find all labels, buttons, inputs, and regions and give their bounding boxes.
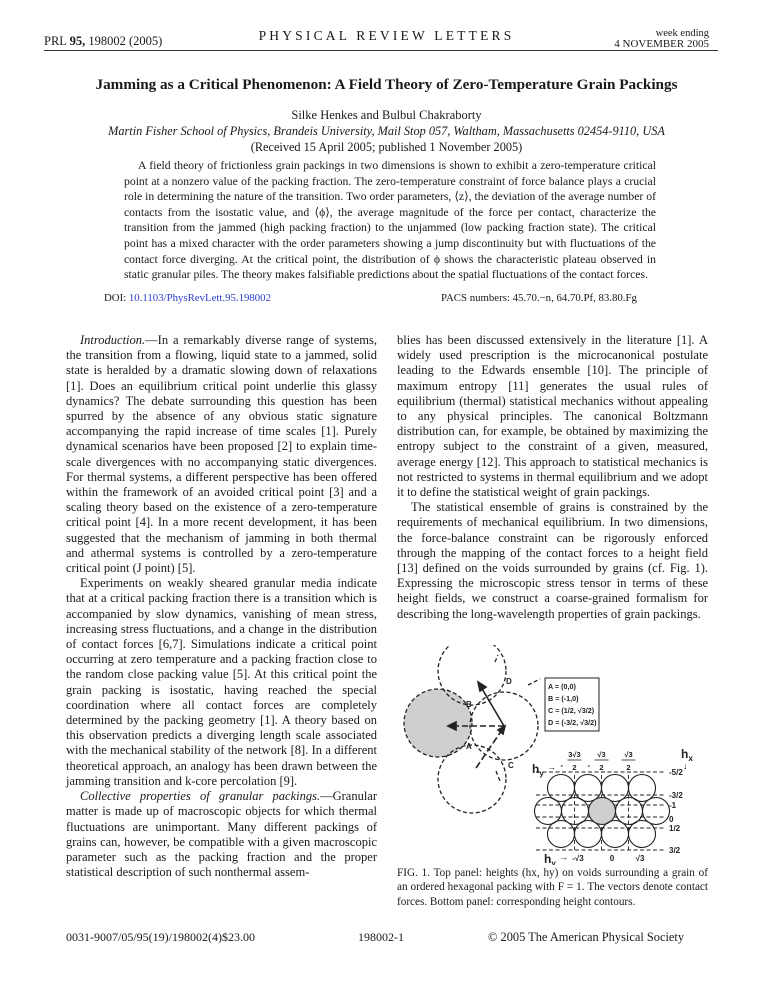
top-panel	[404, 645, 540, 813]
lower-grain	[438, 745, 506, 813]
figure-1	[400, 645, 720, 865]
legend-entry: D = (-3/2, √3/2)	[548, 718, 597, 727]
page-id: 198002-1	[358, 930, 404, 944]
left-column	[66, 333, 377, 880]
void-label-d: D	[506, 677, 512, 686]
intro-heading: Introduction.	[80, 333, 146, 347]
hy-tick-sign: -	[587, 761, 591, 770]
collective-paragraph	[66, 789, 377, 880]
hy-tick-numerator: √3	[624, 750, 633, 759]
article-title: Jamming as a Critical Phenomenon: A Field Theory of Zero-Temperature Grain Packings	[95, 76, 678, 93]
hy-label-top: $h_y$	[532, 762, 544, 778]
hx-tick-label: 1/2	[669, 824, 681, 833]
right-column	[397, 333, 708, 622]
collective-heading: Collective properties of granular packings.	[80, 789, 321, 804]
hx-tick-label: -5/2	[669, 768, 683, 777]
upper-grain	[438, 645, 506, 705]
hy-tick-denominator: 2	[572, 763, 577, 772]
figure-caption: FIG. 1. Top panel: heights (hx, hy) on voids surrounding a grain of an ordered hexagonal packing with F = 1. The vectors denote contact forces. Bottom panel: corresponding height contours.	[397, 867, 708, 908]
hx-label: $h_x$	[681, 747, 693, 763]
hy-tick-numerator: √3	[597, 750, 606, 759]
lattice-grain	[602, 821, 629, 848]
hx-tick-label: -3/2	[669, 791, 683, 800]
void-label-b: B	[466, 700, 472, 709]
legend-entry: B = (-1,0)	[548, 694, 579, 703]
legend-entry: A = (0,0)	[548, 682, 576, 691]
issn-price: 0031-9007/05/95(19)/198002(4)$23.00	[66, 930, 255, 944]
hy-tick-bottom: -√3	[572, 854, 584, 863]
hy-tick-denominator: 2	[626, 763, 631, 772]
week-ending-date: 4 NOVEMBER 2005	[614, 38, 709, 50]
arrow-down-icon: ↓	[683, 761, 688, 771]
intro-paragraph	[66, 333, 377, 576]
hx-tick-label: 0	[669, 815, 674, 824]
hy-tick-bottom: √3	[635, 854, 645, 863]
collective-text-part2: blies has been discussed extensively in the literature [1]. A widely used prescription is the microcanonical postulate leading to the Edwards ensemble [10]. The principle of maximum entropy [11] generates the usual rules of equilibrium (thermal) statistical mechanics without appealing to any physical principles. The canonical Boltzmann distribution can, for example, be obtained by maximizing the entropy subject to the constraint of a given, measured, average energy [12]. This approach to statistical mechanics is not restricted to systems in thermal equilibrium and we adopt it to define the statistical weight of grain packings.	[397, 333, 708, 500]
lattice-grain	[575, 821, 602, 848]
collective-text-part1: —Granular matter is made up of macroscopic objects for which thermal fluctuations are unimportant. Many different packings of grains can, however, be compatible with a given macroscopic parameter such as the packing fraction and the proper statistical description of such nonthermal assem-	[66, 789, 377, 880]
lattice-grain	[548, 821, 575, 848]
lattice-grain	[643, 798, 670, 825]
hx-tick-label: -1	[669, 801, 677, 810]
force-vector-up	[481, 687, 504, 726]
copyright: © 2005 The American Physical Society	[488, 930, 685, 944]
hy-tick-sign: -	[560, 761, 564, 770]
week-ending-label: week ending	[655, 28, 709, 39]
arrow-right-icon: →	[547, 762, 556, 772]
hx-tick-label: 3/2	[669, 846, 681, 855]
arrowhead-icon	[478, 682, 486, 691]
received-date: (Received 15 April 2005; published 1 November 2005)	[250, 140, 523, 154]
header-rule	[44, 50, 718, 51]
doi-link[interactable]: 10.1103/PhysRevLett.95.198002	[128, 292, 271, 304]
legend-entry: C = (1/2, √3/2)	[548, 706, 595, 715]
journal-abbrev: PRL	[44, 34, 67, 48]
void-label-c: C	[508, 761, 514, 770]
journal-name: PHYSICAL REVIEW LETTERS	[258, 28, 515, 43]
affiliation: Martin Fisher School of Physics, Brandeis University, Mail Stop 057, Waltham, Massachusetts 02454-9110, USA	[108, 124, 665, 138]
intro-text: —In a remarkably diverse range of systems, the transition from a flowing, liquid state to a jammed, solid state is heralded by a dramatic slowing down of relaxations [1]. Does an equilibrium critical point underlie this glassy dynamics? The debate surrounding this question has been spurred by the absence of any obvious static signature accompanying the rapid increase of time scales [1]. Purely dynamical scenarios have been proposed [2] to explain time-scale divergences with no accompanying static divergences. For thermal systems, a different perspective has been offered within the framework of an avoided critical point [3] and a scaling theory based on the existence of a zero-temperature critical point [4]. In a more recent development, it has been suggested that the mechanism of jamming in both thermal and athermal systems is controlled by a zero-temperature critical point (J point) [5].	[66, 333, 377, 576]
abstract: A field theory of frictionless grain packings in two dimensions is shown to exhibit a zero-temperature critical point at a nonzero value of the packing fraction. The zero-temperature constraint of force balance plays a crucial role in determining the nature of the transition. Two order parameters, ⟨z⟩, the deviation of the average number of contacts from the isostatic value, and ⟨ϕ⟩, the average magnitude of the force per contact, characterize the transition from the jammed (high packing fraction) to the unjammed (low packing fraction state). The critical point has a mixed character with the order parameters showing a jump discontinuity but with fluctuations of the contact force diverging. At the critical point, the distribution of ϕ shows the characteristic plateau observed in static granular piles. The theory makes falsifiable predictions about the spatial fluctuations of the contact forces.	[124, 159, 656, 282]
experiments-paragraph: Experiments on weakly sheared granular media indicate that at a critical packing fraction there is a transition which is accompanied by slow dynamics, vanishing of mean stress, increasing stress fluctuations, and a change in the distribution of contact forces [6,7]. Simulations indicate a critical point occurring at zero temperature and a packing fraction close to the random close packing value [5]. At this critical point the grain packing is isostatic, having reached the special coordination where all contact forces are completely determined by the packing geometry [1]. A theory based on this observation predicts a diverging length scale associated with the mechanical stability of the network [8]. In a different theoretical approach, an analogy has been drawn between the jamming transition and k-core percolation [9].	[66, 576, 377, 788]
figure-1-diagram	[400, 645, 720, 865]
hy-tick-numerator: 3√3	[568, 750, 581, 759]
pacs-numbers: PACS numbers: 45.70.−n, 64.70.Pf, 83.80.Fg	[441, 292, 637, 304]
ensemble-paragraph: The statistical ensemble of grains is constrained by the requirements of mechanical equilibrium. In two dimensions, the force-balance constraint can be rigorously enforced through the mapping of the contact forces to a height field [13] defined on the voids surrounded by grains (cf. Fig. 1). Expressing the microscopic stress tensor in terms of these height fields, we construct a coarse-grained formalism for describing the long-wavelength properties of grain packings.	[397, 500, 708, 621]
hy-tick-bottom: 0	[609, 854, 615, 863]
hy-tick-denominator: 2	[599, 763, 604, 772]
void-labels	[466, 677, 514, 770]
force-vector-lower	[476, 730, 502, 768]
doi-label: DOI:	[104, 292, 127, 304]
bottom-panel	[535, 772, 670, 850]
authors: Silke Henkes and Bulbul Chakraborty	[291, 108, 482, 122]
volume-number: 95,	[69, 34, 86, 48]
void-label-a: A	[466, 742, 472, 751]
hy-label-bottom: $h_y$	[544, 852, 556, 865]
article-number-year: 198002 (2005)	[88, 34, 163, 48]
lattice-grain	[629, 821, 656, 848]
doi	[104, 292, 271, 304]
week-ending	[614, 28, 709, 50]
arrowhead-icon	[498, 726, 505, 734]
arrow-right-icon: →	[559, 852, 568, 862]
